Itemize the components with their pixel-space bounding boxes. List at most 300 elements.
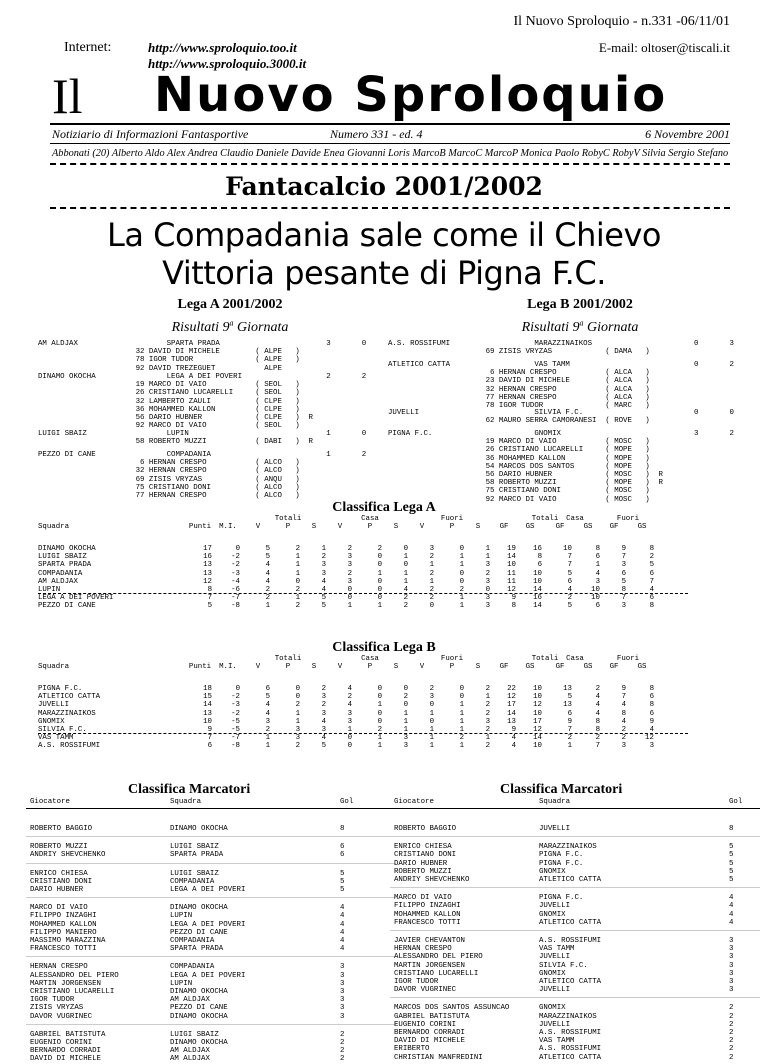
standings-value: -4 (231, 577, 240, 586)
scorer-name: MASSIMO MARAZZINA (30, 937, 106, 945)
column-header: P (285, 663, 291, 671)
column-header: S (311, 663, 317, 671)
standings-value: 2 (321, 685, 326, 693)
standings-value: 2 (403, 602, 408, 611)
standings-value: 0 (347, 586, 352, 594)
column-header: V (255, 663, 261, 671)
scorer-name: MARTIN JORGENSEN (394, 961, 465, 970)
issue-header: Il Nuovo Sproloquio - n.331 -06/11/01 (513, 14, 730, 29)
standings-value: 12 (533, 701, 542, 710)
standings-value: 0 (295, 693, 300, 702)
standings-value: 4 (403, 586, 408, 594)
standings-value: 12 (507, 586, 516, 594)
classifica-group-casa: Casa (361, 515, 379, 523)
scorer-goals: 5 5 5 5 5 (729, 843, 734, 884)
standings-value: 3 (485, 602, 490, 611)
standings-value: 4 (347, 701, 352, 710)
standings-value: 12 (645, 734, 654, 743)
standings-value: 13 (203, 561, 212, 570)
standings-value: -8 (231, 742, 240, 751)
standings-value: 1 (295, 709, 300, 718)
standings-value: -7 (231, 594, 240, 603)
standings-value: 9 (621, 545, 626, 553)
standings-value: 1 (429, 726, 434, 734)
classifica-a-title: Classifica Lega A (332, 500, 436, 515)
standings-value: 11 (507, 577, 516, 586)
standings-value: 2 (321, 701, 326, 710)
standings-value: 4 (321, 577, 326, 586)
standings-team: PEZZO DI CANE (38, 602, 96, 611)
classifica-group-gol-casa: Casa (566, 655, 584, 663)
standings-team: JUVELLI (38, 701, 70, 710)
standings-value: 9 (511, 594, 516, 603)
standings-value: 4 (347, 685, 352, 693)
standings-value: 8 (649, 545, 654, 553)
column-header: P (367, 523, 373, 531)
standings-value: 12 (507, 693, 516, 702)
standings-value: 16 (533, 594, 542, 603)
classifica-a-table (0, 515, 768, 625)
standings-value: 2 (485, 701, 490, 710)
standings-value: 3 (621, 602, 626, 611)
standings-value: 13 (563, 685, 572, 693)
standings-value: 9 (649, 717, 654, 726)
standings-value: 5 (207, 602, 212, 611)
standings-value: 1 (429, 577, 434, 586)
scorer-name: CHRISTIAN MANFREDINI (394, 1053, 483, 1062)
url-link-2[interactable]: http://www.sproloquio.3000.it (148, 56, 307, 71)
standings-value: 4 (321, 734, 326, 743)
scorer-name: BERNARDO CORRADI (30, 1047, 101, 1056)
scorer-team: AM ALDJAX (170, 1055, 210, 1064)
classifica-group-casa: Casa (361, 655, 379, 663)
scorer-team: PEZZO DI CANE (170, 1004, 228, 1013)
standings-value: 3 (347, 577, 352, 586)
scorer-name: HERNAN CRESPO (30, 963, 88, 972)
scorer-team: DINAMO OKOCHA (170, 988, 228, 996)
column-header: Punti (188, 523, 212, 531)
masthead (50, 67, 730, 124)
divider (390, 808, 760, 809)
standings-value: 1 (459, 709, 464, 718)
standings-value: 17 (203, 545, 212, 553)
standings-value: 8 (621, 709, 626, 718)
divider (390, 930, 760, 931)
scorer-team: SPARTA PRADA (170, 945, 224, 954)
scorer-column-header: Gol (340, 798, 354, 806)
scorer-team: VAS TAMM (539, 945, 575, 954)
standings-value: 2 (485, 685, 490, 693)
column-header: P (449, 523, 455, 531)
divider (50, 123, 730, 125)
standings-value: 14 (533, 602, 542, 611)
standings-value: 1 (429, 734, 434, 743)
standings-value: 0 (403, 685, 408, 693)
standings-value: 6 (207, 742, 212, 751)
column-header: V (337, 663, 343, 671)
standings-value: 17 (507, 701, 516, 710)
standings-value: 1 (265, 602, 270, 611)
standings-value: 8 (595, 726, 600, 734)
scorer-team: JUVELLI (539, 953, 571, 962)
standings-value: 1 (377, 742, 382, 751)
standings-value: 9 (511, 726, 516, 734)
scorer-name: FILIPPO INZAGHI (30, 912, 97, 921)
standings-value: 6 (649, 709, 654, 718)
scorer-name: DAVOR VUGRINEC (30, 1012, 93, 1021)
standings-value: 3 (295, 734, 300, 743)
standings-value: 2 (295, 545, 300, 553)
standings-value: 6 (567, 577, 572, 586)
standings-value: 6 (567, 709, 572, 718)
standings-value: 2 (377, 726, 382, 734)
divider (390, 887, 760, 888)
scorer-name: CRISTIANO LUCARELLI (30, 988, 115, 996)
result-a-1: AM ALDJAX SPARTA PRADA 3 0 32 DAVID DI MICHELE ( ALPE ) 78 IGOR TUDOR ( ALPE ) 92 DAVID TREZEGUET ALPE (38, 340, 367, 373)
scorer-team: PIGNA F.C. (539, 851, 584, 860)
masthead-il: Il (52, 68, 83, 124)
standings-value: 10 (591, 594, 600, 603)
marcatori-a-table (0, 798, 384, 1064)
standings-value: 8 (649, 701, 654, 710)
scorer-team: SPARTA PRADA (170, 851, 224, 860)
standings-value: 0 (459, 545, 464, 553)
divider (26, 808, 396, 809)
standings-value: 0 (429, 717, 434, 726)
standings-value: 16 (203, 553, 212, 562)
standings-value: -5 (231, 717, 240, 726)
standings-value: 5 (321, 742, 326, 751)
standings-value: 3 (347, 561, 352, 570)
standings-value: 5 (265, 693, 270, 702)
standings-value: 5 (567, 569, 572, 578)
scorer-name: FRANCESCO TOTTI (30, 945, 97, 954)
scorer-team: JUVELLI (539, 986, 571, 995)
standings-value: 12 (533, 726, 542, 734)
standings-team: A.S. ROSSIFUMI (38, 742, 101, 751)
standings-team: SPARTA PRADA (38, 561, 92, 570)
standings-value: 3 (403, 742, 408, 751)
scorer-team: LEGA A DEI POVERI (170, 886, 246, 894)
standings-value: 7 (621, 553, 626, 562)
column-header: Squadra (38, 663, 70, 671)
standings-value: 2 (649, 553, 654, 562)
standings-value: 0 (459, 685, 464, 693)
column-header: M.I. (219, 523, 237, 531)
standings-value: 0 (403, 545, 408, 553)
standings-team: GNOMIX (38, 717, 65, 726)
standings-value: 1 (485, 693, 490, 702)
standings-value: 2 (403, 693, 408, 702)
standings-value: 4 (265, 569, 270, 578)
standings-value: 3 (265, 717, 270, 726)
column-header: GS (637, 523, 647, 531)
standings-team: VAS TAMM (38, 734, 74, 743)
scorer-name: ALESSANDRO DEL PIERO (30, 971, 119, 980)
scorer-team: GNOMIX (539, 910, 566, 919)
standings-value: 2 (595, 685, 600, 693)
standings-value: 12 (203, 577, 212, 586)
column-header: Squadra (38, 523, 70, 531)
standings-value: 2 (347, 693, 352, 702)
column-header: S (311, 523, 317, 531)
internet-label: Internet: (64, 40, 112, 55)
standings-value: -5 (231, 726, 240, 734)
standings-value: 4 (621, 701, 626, 710)
divider (26, 897, 396, 898)
lega-a-subtitle: Risultati 9$^a$ Giornata (171, 318, 289, 335)
scorer-team: COMPADANIA (170, 937, 215, 945)
standings-value: 3 (347, 709, 352, 718)
standings-value: 4 (621, 717, 626, 726)
marcatori-a-title: Classifica Marcatori (128, 782, 251, 797)
standings-value: 2 (347, 545, 352, 553)
scorer-name: EUGENIO CORINI (394, 1020, 457, 1029)
standings-value: 3 (347, 553, 352, 562)
classifica-group-gol-casa: Casa (566, 515, 584, 523)
scorer-name: DAVID DI MICHELE (30, 1055, 101, 1064)
scorer-goals: 4 4 4 4 4 4 (340, 904, 345, 954)
standings-value: 3 (347, 717, 352, 726)
scorer-name: DARIO HUBNER (30, 886, 84, 894)
masthead-title: Nuovo Sproloquio (154, 67, 668, 123)
standings-value: 1 (377, 569, 382, 578)
column-header: P (449, 663, 455, 671)
scorer-team: A.S. ROSSIFUMI (539, 1045, 602, 1054)
masthead-subtitle: Notiziario di Informazioni Fantasportive (52, 127, 249, 141)
standings-team: AM ALDJAX (38, 577, 78, 586)
standings-value: 16 (533, 545, 542, 553)
divider (26, 863, 396, 864)
classifica-group-totali: Totali (274, 655, 302, 663)
standings-value: 6 (621, 569, 626, 578)
standings-value: 0 (377, 553, 382, 562)
standings-value: 8 (595, 545, 600, 553)
standings-value: 1 (429, 742, 434, 751)
scorer-team: GNOMIX (539, 867, 566, 876)
scorer-goals: 3 3 3 3 3 3 3 (340, 963, 345, 1021)
column-header: GF (609, 663, 619, 671)
standings-value: 1 (321, 545, 326, 553)
scorer-name: DAVID DI MICHELE (394, 1037, 465, 1046)
standings-value: 0 (459, 569, 464, 578)
scorer-name: DAVOR VUGRINEC (394, 986, 457, 995)
standings-value: 10 (507, 561, 516, 570)
standings-value: 4 (265, 577, 270, 586)
lega-b-subtitle: Risultati 9$^a$ Giornata (521, 318, 639, 335)
standings-value: 6 (649, 693, 654, 702)
result-b-3: JUVELLI SILVIA F.C. 0 0 62 MAURO SERRA CAMORANESI ( ROVE ) (388, 409, 734, 426)
standings-value: -3 (231, 701, 240, 710)
marcatori-b-table (384, 798, 768, 1062)
divider (26, 836, 396, 837)
standings-value: 4 (321, 717, 326, 726)
standings-value: 14 (203, 701, 212, 710)
scorer-team: ATLETICO CATTA (539, 1053, 602, 1062)
standings-value: 1 (459, 726, 464, 734)
standings-value: 13 (203, 709, 212, 718)
scorer-team: PIGNA F.C. (539, 859, 584, 868)
scorer-team: JUVELLI (539, 1020, 571, 1029)
classifica-group-gol-fuori: Fuori (616, 655, 640, 663)
standings-value: 2 (377, 545, 382, 553)
standings-value: 2 (265, 726, 270, 734)
standings-value: 0 (235, 685, 240, 693)
standings-value: -7 (231, 734, 240, 743)
column-header: M.I. (219, 663, 237, 671)
divider (390, 997, 760, 998)
standings-value: 4 (265, 709, 270, 718)
column-header: P (285, 523, 291, 531)
standings-value: 0 (377, 717, 382, 726)
column-header: S (393, 663, 399, 671)
standings-value: 8 (621, 586, 626, 594)
result-a-4: PEZZO DI CANE COMPADANIA 1 2 6 HERNAN CRESPO ( ALCO ) 32 HERNAN CRESPO ( ALCO ) 69 ZISIS VRYZAS ( ANQU ) 75 CRISTIANO DONI ( ALCO ) 77 HERNAN CRESPO ( ALCO ) (38, 451, 367, 501)
scorer-name: ALESSANDRO DEL PIERO (394, 953, 483, 962)
standings-value: 14 (533, 734, 542, 743)
scorer-name: CRISTIANO LUCARELLI (394, 969, 479, 978)
scorer-goals: 3 3 3 3 3 3 3 (729, 937, 734, 995)
column-header: GF (555, 523, 565, 531)
scorer-goals: 2 2 2 2 2 2 2 (729, 1004, 734, 1062)
standings-value: 2 (321, 553, 326, 562)
standings-value: 5 (265, 545, 270, 553)
url-link-1[interactable]: http://www.sproloquio.too.it (148, 40, 297, 55)
standings-value: 3 (429, 693, 434, 702)
standings-value: 5 (621, 577, 626, 586)
scorer-goals: 2 2 2 2 (340, 1030, 345, 1064)
column-header: GF (499, 663, 509, 671)
standings-value: 0 (429, 602, 434, 611)
standings-value: 3 (321, 561, 326, 570)
scorer-team: GNOMIX (539, 969, 566, 978)
standings-value: 2 (485, 569, 490, 578)
column-header: Punti (188, 663, 212, 671)
scorer-name: IGOR TUDOR (394, 978, 439, 986)
standings-value: 11 (507, 569, 516, 578)
column-header: GS (583, 523, 593, 531)
standings-value: 1 (485, 545, 490, 553)
classifica-group-fuori: Fuori (440, 515, 464, 523)
standings-value: 1 (429, 561, 434, 570)
scorer-name: GABRIEL BATISTUTA (30, 1030, 106, 1039)
standings-team: LUIGI SBAIZ (38, 553, 87, 562)
scorer-name: ANDRIY SHEVCHENKO (394, 876, 470, 884)
standings-value: 13 (507, 717, 516, 726)
standings-value: 0 (377, 594, 382, 603)
classifica-group-gol-totali: Totali (531, 515, 559, 523)
standings-value: 1 (377, 734, 382, 743)
standings-value: 2 (295, 586, 300, 594)
standings-team: PIGNA F.C. (38, 685, 83, 693)
column-header: GS (525, 523, 535, 531)
standings-value: -8 (231, 602, 240, 611)
scorer-team: PIGNA F.C. (539, 894, 584, 903)
standings-value: 2 (459, 586, 464, 594)
standings-value: 7 (649, 577, 654, 586)
scorer-name: MARTIN JORGENSEN (30, 979, 101, 988)
classifica-b-table (0, 655, 768, 765)
standings-value: 7 (567, 553, 572, 562)
standings-value: 6 (649, 569, 654, 578)
column-header: P (367, 663, 373, 671)
standings-value: 7 (567, 726, 572, 734)
standings-value: 5 (321, 594, 326, 603)
scorer-name: MARCO DI VAIO (394, 894, 452, 903)
standings-value: 4 (511, 734, 516, 743)
scorer-name: FRANCESCO TOTTI (394, 918, 461, 927)
standings-value: 4 (649, 586, 654, 594)
scorer-team: LUPIN (170, 912, 193, 921)
standings-value: 7 (567, 561, 572, 570)
scorer-team: SILVIA F.C. (539, 961, 588, 970)
standings-value: 3 (321, 569, 326, 578)
lega-b-title: Lega B 2001/2002 (527, 297, 633, 312)
scorer-goals: 5 5 5 (340, 869, 345, 894)
divider (50, 143, 730, 144)
standings-value: 0 (403, 701, 408, 710)
scorer-team: LEGA A DEI POVERI (170, 920, 246, 929)
banner-title: Fantacalcio 2001/2002 (225, 172, 543, 201)
scorer-name: GABRIEL BATISTUTA (394, 1012, 470, 1021)
standings-value: 13 (563, 701, 572, 710)
standings-value: 1 (265, 742, 270, 751)
scorer-team: LUIGI SBAIZ (170, 843, 219, 852)
column-header: S (393, 523, 399, 531)
standings-team: DINAMO OKOCHA (38, 545, 96, 553)
standings-value: 1 (567, 742, 572, 751)
standings-value: 9 (207, 726, 212, 734)
standings-value: 2 (265, 586, 270, 594)
column-header: GF (609, 523, 619, 531)
divider-dashed (50, 207, 730, 209)
standings-value: 8 (207, 586, 212, 594)
standings-value: 3 (321, 726, 326, 734)
standings-value: 2 (429, 685, 434, 693)
classifica-b-title: Classifica Lega B (332, 640, 436, 655)
standings-value: 10 (533, 709, 542, 718)
lega-a-title: Lega A 2001/2002 (177, 297, 283, 312)
scorer-team: A.S. ROSSIFUMI (539, 1029, 602, 1037)
lega-a-heading (130, 296, 330, 337)
standings-value: 1 (459, 594, 464, 603)
standings-value: 8 (649, 602, 654, 611)
scorer-name: ROBERTO BAGGIO (394, 825, 457, 833)
standings-value: -2 (231, 693, 240, 702)
scorer-name: ENRICO CHIESA (30, 869, 88, 878)
standings-value: 6 (649, 594, 654, 603)
email-address[interactable]: E-mail: oltoser@tiscali.it (598, 40, 730, 55)
standings-value: 6 (537, 561, 542, 570)
scorer-team: ATLETICO CATTA (539, 918, 602, 927)
column-header: V (419, 663, 425, 671)
scorer-team: A.S. ROSSIFUMI (539, 937, 602, 945)
issue-date: 6 Novembre 2001 (645, 127, 730, 141)
scorer-name: EUGENIO CORINI (30, 1039, 93, 1047)
scorer-name: ERIBERTO (394, 1045, 430, 1054)
standings-value: 4 (595, 709, 600, 718)
standings-value: 1 (295, 717, 300, 726)
scorer-name: MOHAMMED KALLON (30, 920, 97, 929)
standings-value: 2 (567, 594, 572, 603)
standings-value: 4 (567, 586, 572, 594)
standings-value: 3 (485, 594, 490, 603)
standings-value: 1 (459, 561, 464, 570)
standings-value: 3 (485, 561, 490, 570)
scorer-name: MARCO DI VAIO (30, 904, 88, 913)
standings-value: 3 (485, 577, 490, 586)
scorer-team: DINAMO OKOCHA (170, 904, 228, 913)
